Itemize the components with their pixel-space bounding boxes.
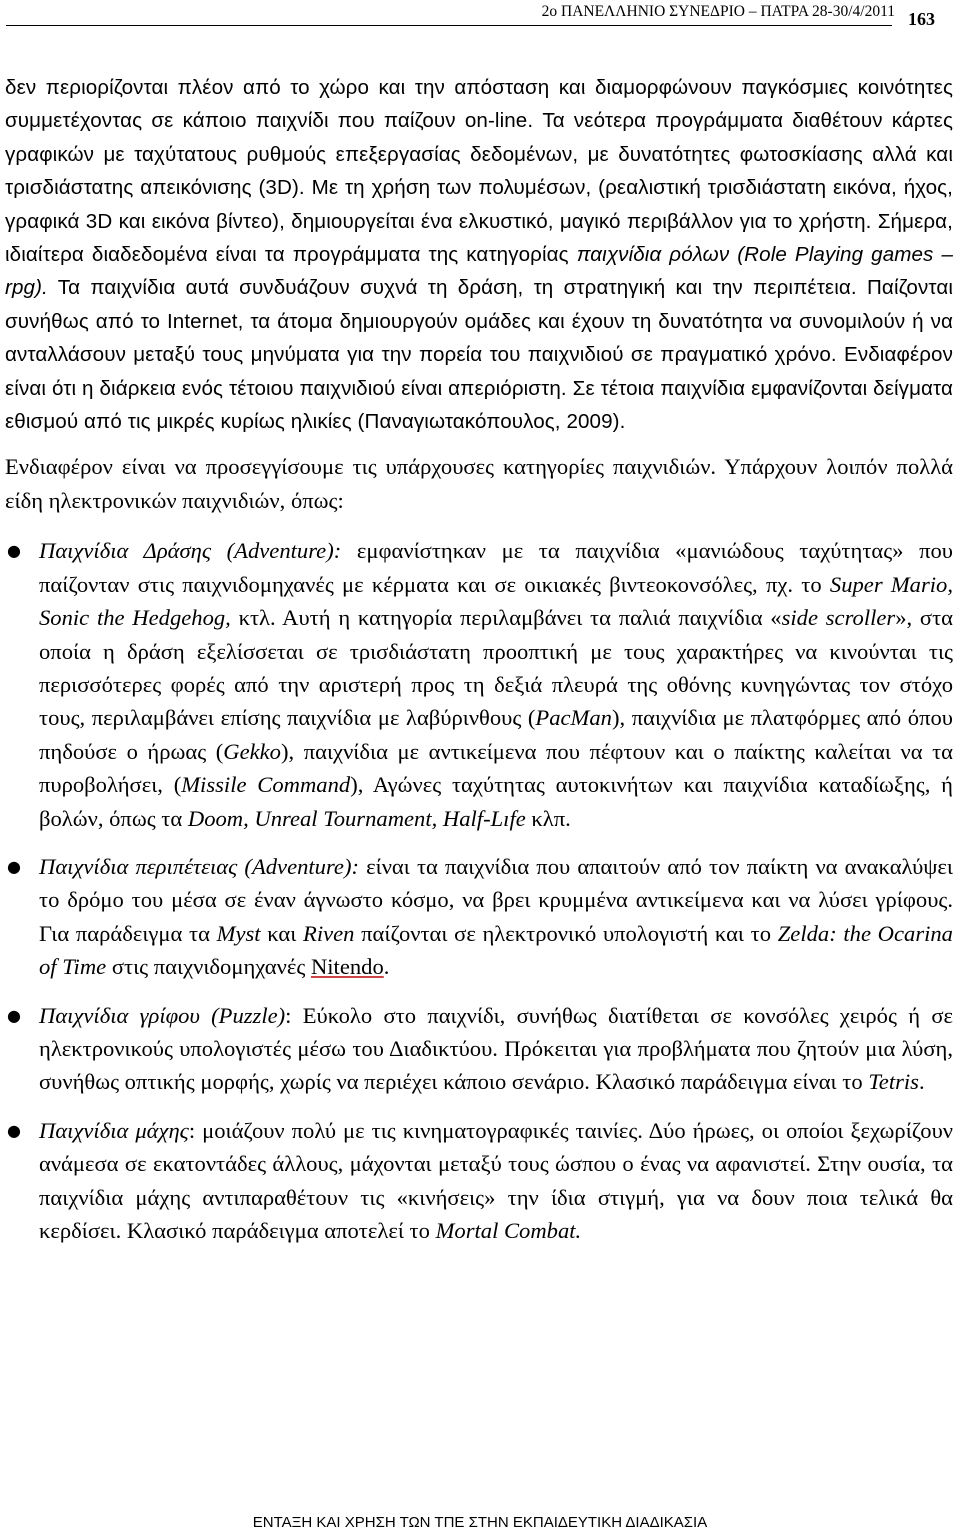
game-title: Super Mario, Sonic the Hedgehog,: [39, 571, 953, 631]
game-categories-list: [5, 534, 953, 1247]
item-text: : μοιάζουν πολύ με τις κινηματογραφικές ταινίες. Δύο ήρωες, οι οποίοι ξεχωρίζουν ανάμεσα σε εκατοντάδες άλλους, μάχονται μεταξύ τους ώσπου ο ένας να αφανιστεί. Στην ουσία, τα παιχνίδια μάχης αντιπαραθέτουν τις «κινήσεις» την ίδια στιγμή, για να δουν ποια τελικά θα κερδίσει. Κλασικό παράδειγμα αποτελεί το: [39, 1117, 953, 1243]
item-text: : Εύκολο στο παιχνίδι, συνήθως διατίθεται σε κονσόλες χειρός ή σε ηλεκτρονικούς υπολογιστές μέσω του Διαδικτύου. Πρόκειται για προβλήματα που ζητούν μια λύση, συνήθως οπτικής μορφής, χωρίς να περιέχει κάποιο σενάριο. Κλασικό παράδειγμα είναι το: [39, 1002, 953, 1095]
item-text: είναι τα παιχνίδια που απαιτούν από τον παίκτη να ανακαλύψει το δρόμο του μέσα σε έναν άγνωστο κόσμο, να βρει κρυμμένα αντικείμενα και να λύσει γρίφους. Για παράδειγμα τα: [39, 853, 953, 946]
category-term: Παιχνίδια μάχης: [39, 1117, 189, 1143]
italic-term: παιχνίδια ρόλων (Role Playing games – rpg).: [5, 243, 953, 300]
game-title: Zelda: the Ocarina of Time: [39, 920, 953, 980]
item-text: κτλ. Αυτή η κατηγορία περιλαμβάνει τα παλιά παιχνίδια «: [230, 605, 782, 631]
item-text: εμφανίστηκαν με τα παιχνίδια «μανιώδους ταχύτητας» που παίζονταν στις παιχνιδομηχανές με κέρματα και σε οικιακές βιντεοκονσόλες, πχ. το: [39, 538, 953, 597]
category-term: Παιχνίδια Δράσης (Adventure):: [39, 538, 342, 564]
page-number: 163: [908, 9, 935, 29]
game-title: Doom, Unreal Tournament, Half-Lıfe: [187, 805, 526, 831]
item-text: », στα οποία η δράση εξελίσσεται σε τρισδιάστατη προοπτική με τους χαρακτήρες να κινούνται τις περισσότερες φορές από την αριστερή προς τη δεξιά πλευρά της οθόνης κυνηγώντας τον στόχο τους, περιλαμβάνει επίσης παιχνίδια με λαβύρινθους (: [39, 605, 954, 731]
game-title: Riven: [303, 920, 355, 946]
list-item-adventure-games: [5, 850, 953, 984]
game-title: PacMan: [535, 705, 612, 731]
running-header: 2ο ΠΑΝΕΛΛΗΝΙΟ ΣΥΝΕΔΡΙΟ – ΠΑΤΡΑ 28-30/4/2011: [541, 3, 895, 20]
paragraph-text: Τα παιχνίδια αυτά συνδυάζουν συχνά τη δράση, τη στρατηγική και την περιπέτεια. Παίζονται συνήθως από το Internet, τα άτομα δημιουργούν ομάδες και έχουν τη δυνατότητα να συνομιλούν ή να ανταλλάσουν μεταξύ τους μηνύματα για την πορεία του παιχνιδιού σε πραγματικό χρόνο. Ενδιαφέρον είναι ότι η διάρκεια ενός τέτοιου παιχνιδιού είναι απεριόριστη. Σε τέτοια παιχνίδια εμφανίζονται δείγματα εθισμού από τις μικρές κυρίως ηλικίες (Παναγιωτακόπουλος, 2009).: [5, 276, 953, 434]
game-title: Myst: [216, 920, 261, 946]
game-title: Missile Command: [181, 772, 351, 798]
body-paragraph-1: [5, 71, 953, 438]
item-text: στις παιχνιδομηχανές: [106, 954, 311, 980]
paragraph-text: δεν περιορίζονται πλέον από το χώρο και την απόσταση και διαμορφώνουν παγκόσμιες κοινότητες συμμετέχοντας σε κάποιο παιχνίδι που παίζουν on-line. Τα νεότερα προγράμματα διαθέτουν κάρτες γραφικών με ταχύτατους ρυθμούς επεξεργασίας δεδομένων, με δυνατότητες φωτοσκίασης αλλά και τρισδιάστατης απεικόνισης (3D). Με τη χρήση των πολυμέσων, (ρεαλιστική τρισδιάστατη εικόνα, ήχος, γραφικά 3D και εικόνα βίντεο), δημιουργείται ένα ελκυστικό, μαγικό περιβάλλον για το χρήστη. Σήμερα, ιδιαίτερα διαδεδομένα είναι τα προγράμματα της κατηγορίας: [5, 76, 953, 267]
game-title: side scroller: [781, 605, 896, 631]
item-text: παίζονται σε ηλεκτρονικό υπολογιστή και το: [354, 920, 778, 946]
bullet-icon: ●: [7, 1005, 21, 1025]
body-paragraph-2: Ενδιαφέρον είναι να προσεγγίσουμε τις υπάρχουσες κατηγορίες παιχνιδιών. Υπάρχουν λοιπόν πολλά είδη ηλεκτρονικών παιχνιδιών, όπως:: [5, 454, 953, 513]
page-body: [5, 71, 953, 1247]
list-item-action-games: [5, 534, 953, 835]
game-title: Mortal Combat.: [435, 1218, 582, 1243]
item-text: και: [260, 920, 304, 946]
item-text: ), παιχνίδια με πλατφόρμες από όπου πηδούσε ο ήρωας (: [39, 705, 953, 764]
header-rule: [6, 25, 892, 26]
item-text: .: [383, 954, 390, 980]
game-title: Gekko: [223, 738, 281, 764]
item-text: κλπ.: [525, 805, 571, 831]
list-item-puzzle-games: [5, 999, 953, 1099]
item-text: ), Αγώνες ταχύτητας αυτοκινήτων και παιχνίδια καταδίωξης, ή βολών, όπως τα: [39, 772, 953, 831]
item-text: ), παιχνίδια με αντικείμενα που πέφτουν και ο παίκτης καλείται να τα πυροβολήσει, (: [39, 738, 954, 798]
brand-name: Nitendo: [310, 954, 384, 980]
item-text: .: [918, 1069, 925, 1095]
category-term: Παιχνίδια περιπέτειας (Adventure):: [39, 853, 360, 879]
bullet-icon: ●: [7, 856, 21, 876]
bullet-icon: ●: [7, 1120, 21, 1140]
running-footer: ΕΝΤΑΞΗ ΚΑΙ ΧΡΗΣΗ ΤΩΝ ΤΠΕ ΣΤΗΝ ΕΚΠΑΙΔΕΥΤΙΚΗ ΔΙΑΔΙΚΑΣΙΑ: [252, 1514, 708, 1531]
category-term: Παιχνίδια γρίφου (Puzzle): [39, 1002, 286, 1028]
game-title: Tetris: [868, 1069, 919, 1095]
bullet-icon: ●: [7, 541, 21, 561]
list-item-fighting-games: [5, 1114, 953, 1248]
